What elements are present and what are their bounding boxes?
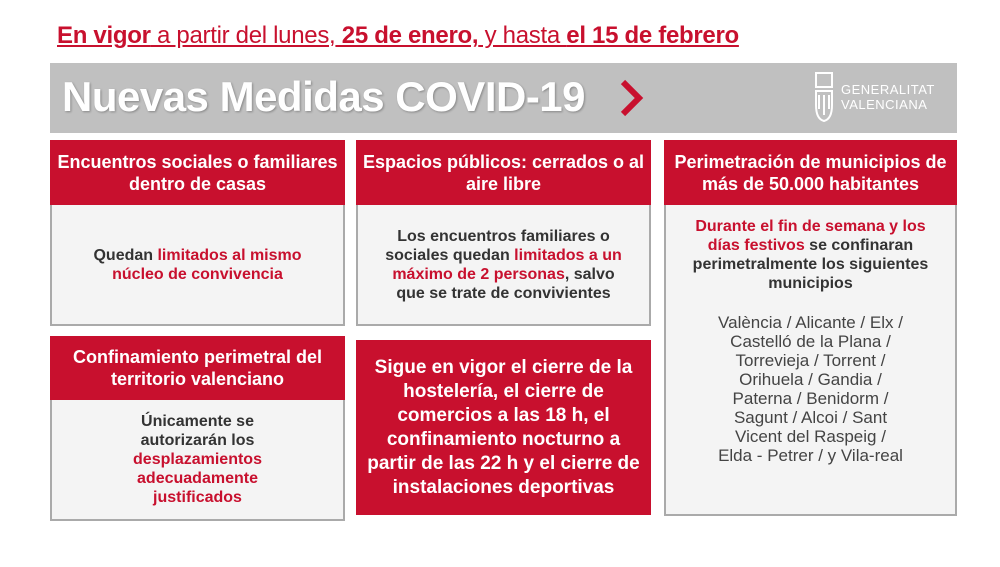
card-body bbox=[358, 205, 649, 324]
highlight-text: desplazamientos adecuadamente justificados bbox=[133, 451, 262, 506]
text: Únicamente se autorizarán los bbox=[140, 413, 255, 449]
card-espacios bbox=[356, 140, 651, 326]
validity-part: a partir del lunes, bbox=[150, 22, 336, 49]
card-perimetracion bbox=[664, 140, 957, 516]
logo-text: GENERALITAT bbox=[841, 82, 935, 97]
validity-dates bbox=[57, 22, 739, 50]
municipalities-list: València / Alicante / Elx / Castelló de la Plana / Torrevieja / Torrent / Orihuela / Gandia / Paterna / Benidorm / Sagunt / Alcoi / Sant Vicent del Raspeig / Elda - Petrer / y Vila-real bbox=[718, 313, 903, 465]
card-header: Confinamiento perimetral del territorio valenciano bbox=[50, 336, 345, 400]
card-encuentros bbox=[50, 140, 345, 326]
card-header: Encuentros sociales o familiares dentro de casas bbox=[50, 140, 345, 205]
text: Quedan bbox=[93, 246, 158, 264]
validity-part: y hasta bbox=[478, 22, 567, 49]
card-header: Perimetración de municipios de más de 50.000 habitantes bbox=[664, 140, 957, 205]
card-confinamiento bbox=[50, 336, 345, 521]
logo-text: VALENCIANA bbox=[841, 97, 928, 112]
generalitat-logo bbox=[813, 71, 935, 123]
card-body bbox=[52, 205, 343, 324]
card-body bbox=[666, 205, 955, 465]
highlight-text: limitados a un máximo de 2 personas bbox=[392, 246, 622, 283]
text: Los encuentros familiares o sociales quedan bbox=[385, 227, 610, 264]
validity-part: En vigor bbox=[57, 22, 151, 49]
chevron-right-icon bbox=[615, 79, 647, 117]
card-header: Espacios públicos: cerrados o al aire libre bbox=[356, 140, 651, 205]
page-title: Nuevas Medidas COVID-19 bbox=[62, 73, 586, 120]
card-hosteleria: Sigue en vigor el cierre de la hostelería, el cierre de comercios a las 18 h, el confinamiento nocturno a partir de las 22 h y el cierre de instalaciones deportivas bbox=[356, 340, 651, 515]
card-body bbox=[52, 400, 343, 519]
highlight-text: Durante el fin de semana y los días festivos bbox=[695, 218, 926, 254]
text: se confinaran perimetralmente los siguientes municipios bbox=[692, 237, 929, 292]
title-banner bbox=[50, 63, 957, 133]
validity-part: 25 de enero, bbox=[335, 22, 479, 49]
coat-of-arms-icon bbox=[813, 71, 835, 123]
text: , salvo que se trate de convivientes bbox=[396, 265, 615, 302]
validity-part: el 15 de febrero bbox=[566, 22, 739, 49]
highlight-text: limitados al mismo núcleo de convivencia bbox=[112, 246, 302, 283]
